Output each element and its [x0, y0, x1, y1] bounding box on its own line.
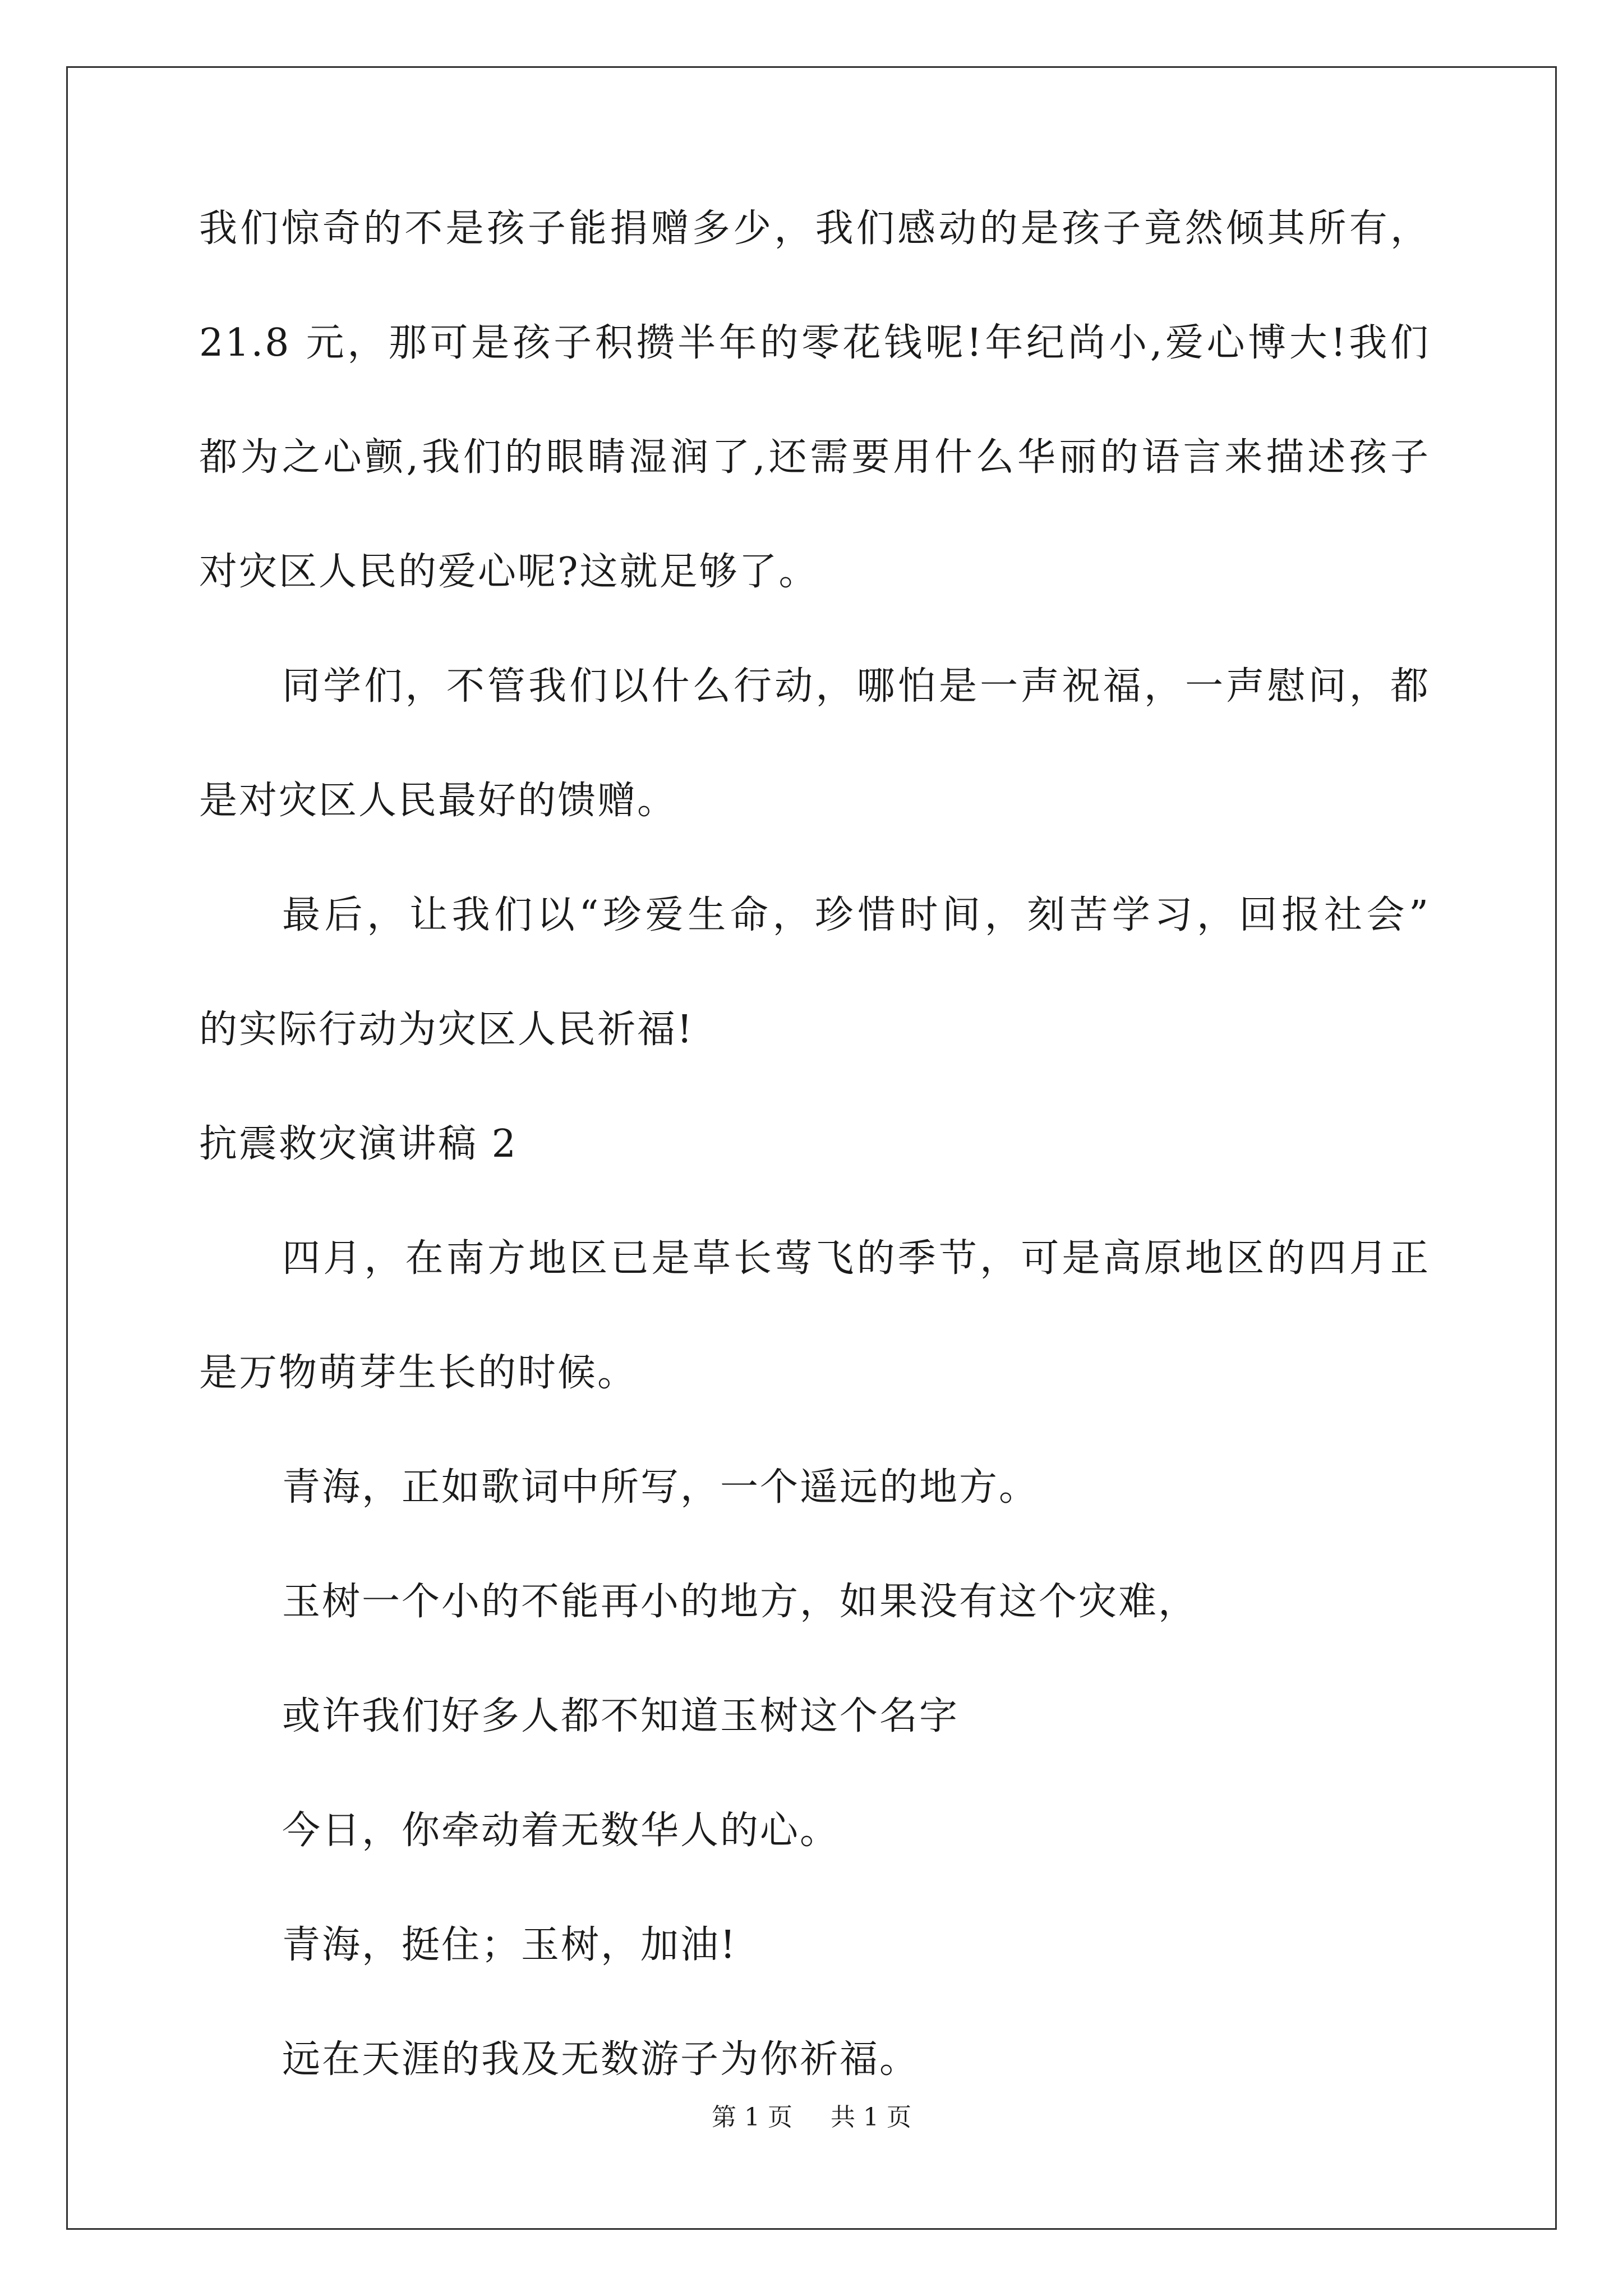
body-line: 今日，你牵动着无数华人的心。: [282, 1809, 840, 1853]
body-line: 对灾区人民的爱心呢?这就足够了。: [199, 550, 819, 594]
body-line: 同学们，不管我们以什么行动，哪怕是一声祝福，一声慰问，都: [282, 664, 1430, 708]
body-line: 都为之心颤,我们的眼睛湿润了,还需要用什么华丽的语言来描述孩子: [199, 435, 1430, 480]
page-footer: [0, 2101, 1623, 2134]
body-line: 青海，正如歌词中所写，一个遥远的地方。: [282, 1465, 1039, 1510]
body-line: 最后，让我们以“珍爱生命，珍惜时间，刻苦学习，回报社会”: [282, 893, 1430, 937]
body-line: 我们惊奇的不是孩子能捐赠多少，我们感动的是孩子竟然倾其所有，: [199, 206, 1430, 251]
body-line: 的实际行动为灾区人民祈福!: [199, 1007, 694, 1052]
body-line: 四月，在南方地区已是草长莺飞的季节，可是高原地区的四月正: [282, 1236, 1430, 1281]
body-line: 21.8 元，那可是孩子积攒半年的零花钱呢!年纪尚小,爱心博大!我们: [199, 321, 1430, 365]
body-line: 远在天涯的我及无数游子为你祈福。: [282, 2037, 920, 2082]
body-line: 是万物萌芽生长的时候。: [199, 1351, 638, 1395]
page-total: 共 1 页: [831, 2103, 911, 2132]
body-line: 或许我们好多人都不知道玉树这个名字: [282, 1694, 960, 1738]
body-line: 玉树一个小的不能再小的地方，如果没有这个灾难，: [282, 1580, 1198, 1624]
page-number: 第 1 页: [712, 2103, 792, 2132]
body-line: 是对灾区人民最好的馈赠。: [199, 779, 677, 823]
body-line: 青海，挺住；玉树，加油!: [282, 1923, 737, 1967]
section-heading: 抗震救灾演讲稿 2: [199, 1122, 518, 1166]
document-body: [199, 202, 1430, 2147]
